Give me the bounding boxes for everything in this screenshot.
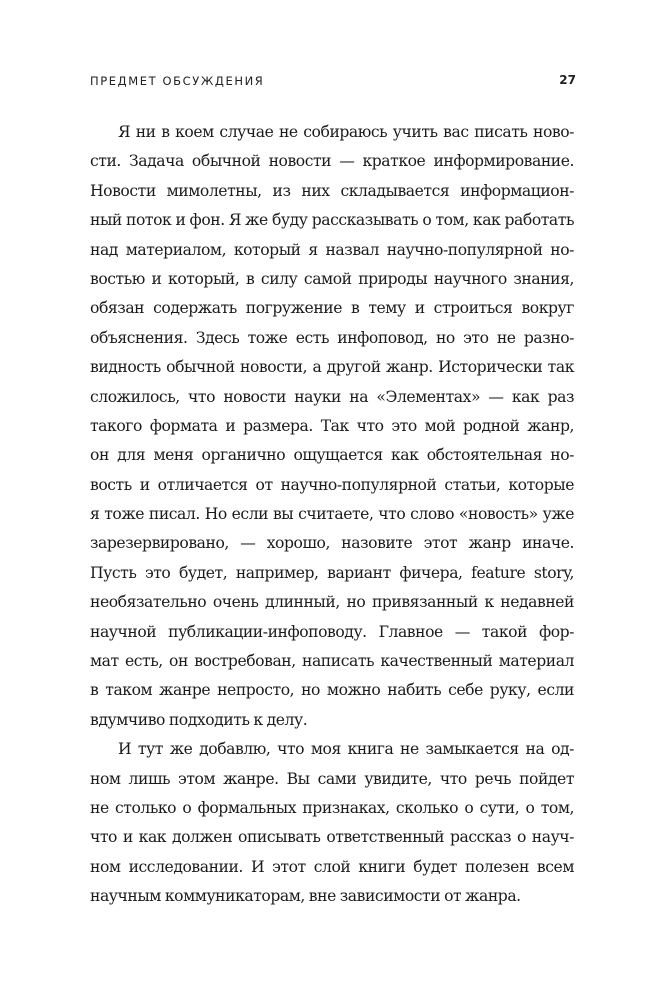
text-line: в таком жанре непросто, но можно набить себе руку, если [90, 681, 574, 700]
text-line: вдумчиво подходить к делу. [90, 710, 308, 729]
page-number: 27 [559, 73, 576, 87]
text-line: я тоже писал. Но если вы считаете, что слово «новость» уже [90, 505, 574, 524]
text-line: востью и который, в силу самой природы научного знания, [90, 269, 574, 288]
text-line: мат есть, он востребован, написать качественный материал [90, 652, 574, 671]
text-line: И тут же добавлю, что моя книга не замыкается на од- [118, 740, 574, 759]
text-line: не столько о формальных признаках, сколько о сути, о том, [90, 798, 574, 817]
text-line: видность обычной новости, а другой жанр. Исторически так [90, 358, 574, 377]
text-line: сложилось, что новости науки на «Элементах» — как раз [90, 387, 574, 406]
text-line: сти. Задача обычной новости — краткое информирование. [90, 152, 574, 171]
text-line: необязательно очень длинный, но привязанный к недавней [90, 593, 574, 612]
text-line: ном исследовании. И этот слой книги будет полезен всем [90, 857, 574, 876]
text-line: научным коммуникаторам, вне зависимости от жанра. [90, 887, 521, 906]
text-line: он для меня органично ощущается как обстоятельная но- [90, 446, 574, 465]
paragraph-2 [90, 735, 574, 911]
text-line: ном лишь этом жанре. Вы сами увидите, что речь пойдет [90, 769, 574, 788]
text-line: зарезервировано, — хорошо, назовите этот жанр иначе. [90, 534, 574, 553]
body-text [90, 118, 574, 912]
text-line: Новости мимолетны, из них складывается информацион- [90, 181, 574, 200]
text-line: объяснения. Здесь тоже есть инфоповод, но это не разно- [90, 328, 574, 347]
text-line: такого формата и размера. Так что это мой родной жанр, [90, 416, 574, 435]
text-line: Я ни в коем случае не собираюсь учить вас писать ново- [118, 123, 574, 141]
text-line: обязан содержать погружение в тему и строиться вокруг [90, 299, 574, 318]
text-line: вость и отличается от научно-популярной статьи, которые [90, 475, 574, 494]
text-line: над материалом, который я назвал научно-популярной но- [90, 240, 574, 259]
text-line: ный поток и фон. Я же буду рассказывать о том, как работать [90, 211, 574, 230]
paragraph-1 [90, 118, 574, 735]
text-line: что и как должен описывать ответственный рассказ о науч- [90, 828, 574, 847]
running-head-title: ПРЕДМЕТ ОБСУЖДЕНИЯ [90, 74, 265, 88]
text-line: Пусть это будет, например, вариант фичера, feature story, [90, 563, 574, 582]
text-line: научной публикации-инфоповоду. Главное — такой фор- [90, 622, 574, 641]
